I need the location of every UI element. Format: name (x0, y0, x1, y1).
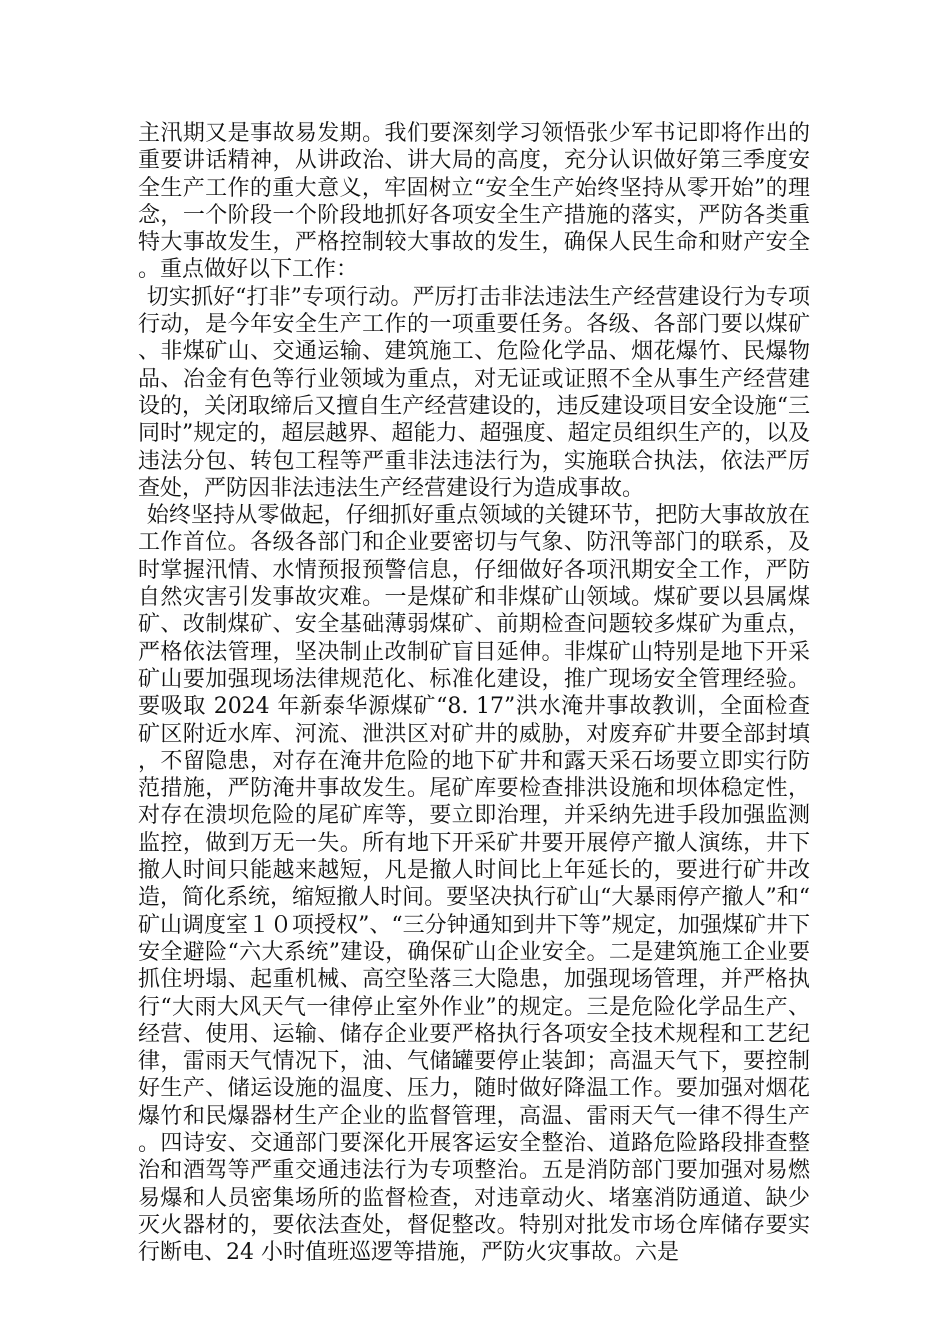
document-page (138, 120, 810, 1266)
paragraph-crackdown: 切实抓好“打非”专项行动。严厉打击非法违法生产经营建设行为专项行动，是今年安全生产工作的一项重要任务。各级、各部门要以煤矿、非煤矿山、交通运输、建筑施工、危险化学品、烟花爆竹、民爆物品、冶金有色等行业领域为重点，对无证或证照不全从事生产经营建设的，关闭取缔后又擅自生产经营建设的，违反建设项目安全设施“三同时”规定的，超层越界、超能力、超强度、超定员组织生产的，以及违法分包、转包工程等严重非法违法行为，实施联合执法，依法严厉查处，严防因非法违法生产经营建设行为造成事故。 (138, 284, 810, 501)
paragraph-key-areas: 始终坚持从零做起，仔细抓好重点领域的关键环节，把防大事故放在工作首位。各级各部门和企业要密切与气象、防汛等部门的联系，及时掌握汛情、水情预报预警信息，仔细做好各项汛期安全工作，严防自然灾害引发事故灾难。一是煤矿和非煤矿山领域。煤矿要以县属煤矿、改制煤矿、安全基础薄弱煤矿、前期检查问题较多煤矿为重点，严格依法管理，坚决制止改制矿盲目延伸。非煤矿山特别是地下开采矿山要加强现场法律规范化、标准化建设，推广现场安全管理经验。要吸取 2024 年新泰华源煤矿“8. 17”洪水淹井事故教训，全面检查矿区附近水库、河流、泄洪区对矿井的威胁，对废弃矿井要全部封填，不留隐患，对存在淹井危险的地下矿井和露天采石场要立即实行防范措施，严防淹井事故发生。尾矿库要检查排洪设施和坝体稳定性，对存在溃坝危险的尾矿库等，要立即治理，并采纳先进手段加强监测监控，做到万无一失。所有地下开采矿井要开展停产撤人演练，井下撤人时间只能越来越短，凡是撤人时间比上年延长的，要进行矿井改造，简化系统，缩短撤人时间。要坚决执行矿山“大暴雨停产撤人”和“矿山调度室１０项授权”、“三分钟通知到井下等”规定，加强煤矿井下安全避险“六大系统”建设，确保矿山企业安全。二是建筑施工企业要抓住坍塌、起重机械、高空坠落三大隐患，加强现场管理，并严格执行“大雨大风天气一律停止室外作业”的规定。三是危险化学品生产、经营、使用、运输、储存企业要严格执行各项安全技术规程和工艺纪律，雷雨天气情况下，油、气储罐要停止装卸；高温天气下，要控制好生产、储运设施的温度、压力，随时做好降温工作。要加强对烟花爆竹和民爆器材生产企业的监督管理，高温、雷雨天气一律不得生产。四诗安、交通部门要深化开展客运安全整治、道路危险路段排查整治和酒驾等严重交通违法行为专项整治。五是消防部门要加强对易燃易爆和人员密集场所的监督检查，对违章动火、堵塞消防通道、缺少灭火器材的，要依法查处，督促整改。特别对批发市场仓库储存要实行断电、24 小时值班巡逻等措施，严防火灾事故。六是 (138, 503, 810, 1266)
paragraph-intro: 主汛期又是事故易发期。我们要深刻学习领悟张少军书记即将作出的重要讲话精神，从讲政治、讲大局的高度，充分认识做好第三季度安全生产工作的重大意义，牢固树立“安全生产始终坚持从零开始”的理念，一个阶段一个阶段地抓好各项安全生产措施的落实，严防各类重特大事故发生，严格控制较大事故的发生，确保人民生命和财产安全。重点做好以下工作： (138, 121, 810, 283)
